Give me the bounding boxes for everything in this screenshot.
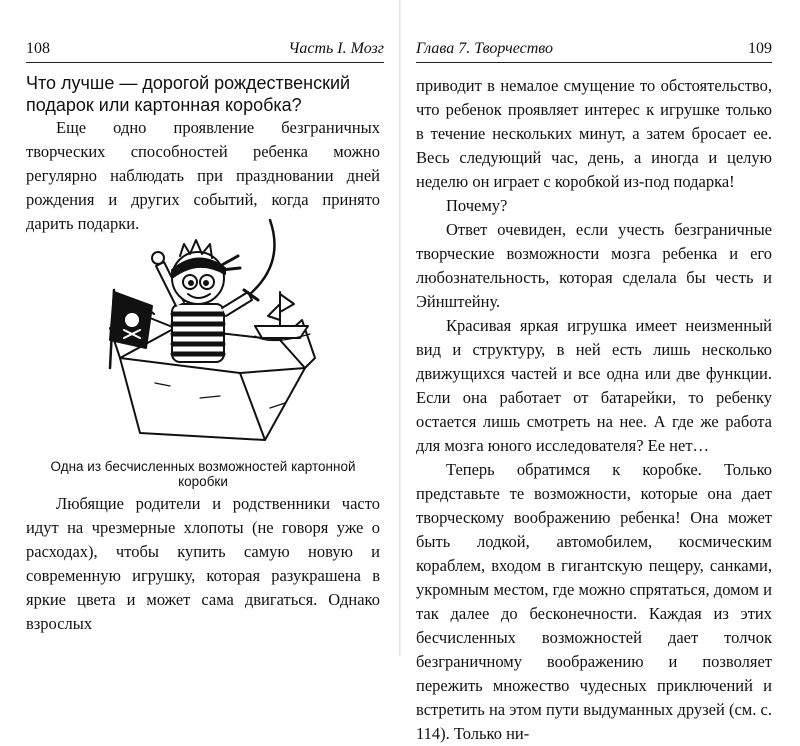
right-paragraph-1: приводит в немалое смущение то обстоятельство, что ребенок проявляет интерес к игрушке только в течение нескольких минут, а затем бросает ее. Весь следующий час, день, а иногда и целую неделю он играет с коробкой из-под подарка! [416,76,772,191]
right-running-head: Глава 7. Творчество [416,40,554,57]
right-page-number: 109 [748,40,772,57]
left-paragraph-1: Еще одно проявление безграничных творческих способностей ребенка можно регулярно наблюдать при праздновании дней рождения и других событий, когда принято дарить подарки. [26,118,380,233]
right-page-header [416,40,772,60]
pirate-in-box-illustration [80,208,330,448]
right-paragraph-3: Ответ очевиден, если учесть безграничные творческие возможности мозга ребенка и его любознательность, которая сделала бы честь и Эйнштейну. [416,220,772,311]
right-paragraph-5: Теперь обратимся к коробке. Только представьте те возможности, которые она дает творческому воображению ребенка! Она может быть лодкой, автомобилем, космическим кораблем, входом в гигантскую пещеру, санками, укромным местом, где можно спрятаться, домом и так далее до бесконечности. Каждая из этих бесчисленных возможностей дает толчок безграничному воображению и позволяет пережить множество чудесных приключений и встретить на этом пути выдуманных друзей (см. с. 114). Только ни- [416,460,772,743]
left-header-rule [26,62,384,63]
right-paragraph-2: Почему? [446,196,508,215]
right-page [400,0,800,743]
left-page-header [26,40,384,60]
figure-caption: Одна из бесчисленных возможностей картонной коробки [50,459,356,489]
right-header-rule [416,62,772,63]
left-text-bottom [26,492,380,636]
right-text [416,74,772,746]
section-title: Что лучше — дорогой рождественский подарок или картонная коробка? [26,73,351,115]
left-page [0,0,400,656]
left-running-head: Часть I. Мозг [288,40,384,57]
left-page-number: 108 [26,40,50,57]
left-paragraph-2: Любящие родители и родственники часто идут на чрезмерные хлопоты (не говоря уже о расходах), чтобы купить самую новую и современную игрушку, которая разукрашена в яркие цвета и может сама двигаться. Однако взрослых [26,494,380,633]
right-paragraph-4: Красивая яркая игрушка имеет неизменный вид и структуру, в ней есть лишь несколько движущихся частей и все одна или две функции. Если она работает от батарейки, то ребенку остается лишь смотреть на нее. А где же работа для мозга юного исследователя? Ее нет… [416,316,772,455]
